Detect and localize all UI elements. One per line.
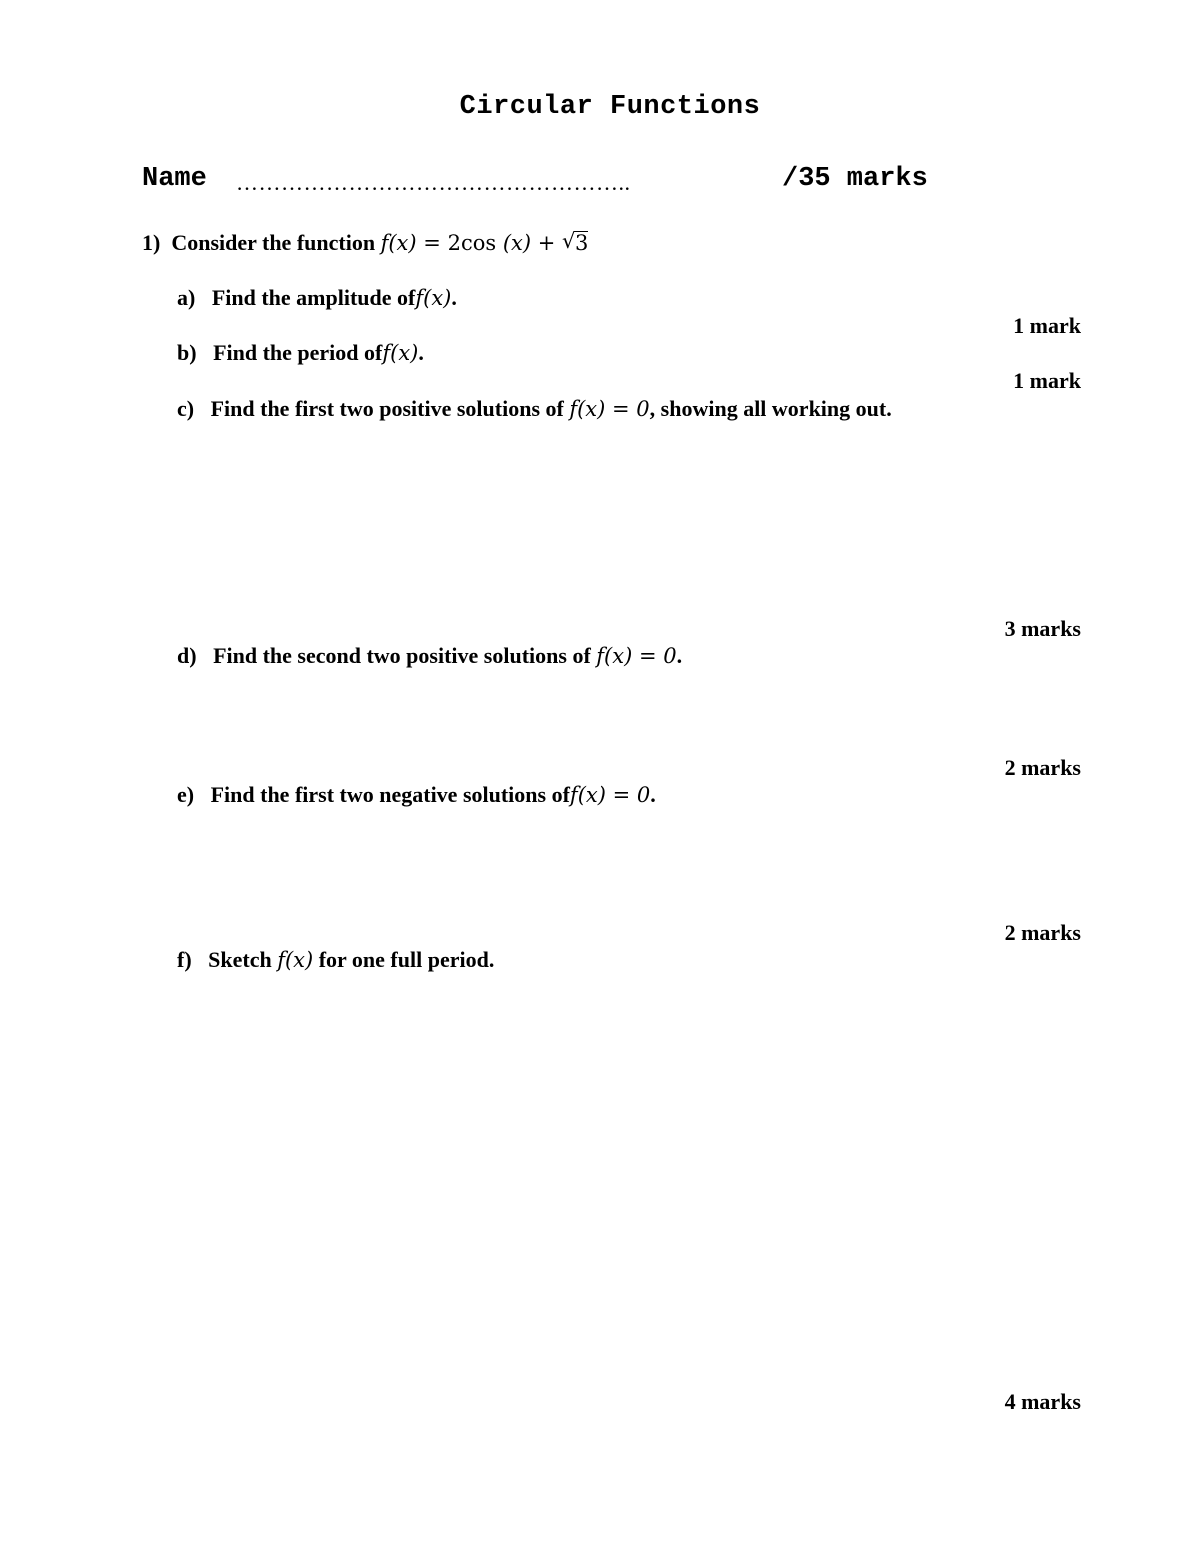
part-text: Find the second two positive solutions of xyxy=(213,643,591,668)
part-text: Find the first two negative solutions of xyxy=(210,782,570,807)
name-label: Name xyxy=(142,164,207,194)
part-math: f(x) = 0 xyxy=(569,783,651,807)
part-text: Find the period of xyxy=(213,340,383,365)
part-f: f) Sketch f(x) for one full period. xyxy=(177,947,495,972)
part-math: f(x) = 0 xyxy=(596,644,677,668)
part-e: e) Find the first two negative solutions off(x) = 0. xyxy=(177,782,656,807)
question-number: 1) xyxy=(142,230,161,255)
marks-a: 1 mark xyxy=(1013,313,1081,338)
question-1 xyxy=(142,230,588,256)
part-label: c) xyxy=(177,396,195,421)
part-math: f(x) xyxy=(277,948,314,972)
part-math: f(x) = 0 xyxy=(569,397,650,421)
part-math: f(x) xyxy=(415,286,452,310)
name-field[interactable]: …………………………………………….. xyxy=(236,170,631,195)
part-math: f(x) xyxy=(382,341,419,365)
part-text: Find the amplitude of xyxy=(211,285,416,310)
part-d: d) Find the second two positive solutions of f(x) = 0. xyxy=(177,643,683,668)
part-label: a) xyxy=(177,285,196,310)
marks-e: 2 marks xyxy=(1004,920,1081,945)
part-label: f) xyxy=(177,947,192,972)
part-b: b) Find the period off(x). xyxy=(177,340,424,365)
sqrt-symbol: √ 3 xyxy=(562,231,588,255)
part-c: c) Find the first two positive solutions of f(x) = 0, showing all working out. xyxy=(177,396,892,421)
total-marks: /35 marks xyxy=(782,164,928,194)
function-expression: f(x) = 2cos (x) + √ 3 xyxy=(381,231,589,255)
part-label: e) xyxy=(177,782,195,807)
part-a: a) Find the amplitude off(x). xyxy=(177,285,457,310)
marks-b: 1 mark xyxy=(1013,368,1081,393)
part-text: Sketch xyxy=(208,947,272,972)
part-label: d) xyxy=(177,643,197,668)
part-text: Find the first two positive solutions of xyxy=(210,396,564,421)
marks-f: 4 marks xyxy=(1004,1389,1081,1414)
marks-d: 2 marks xyxy=(1004,755,1081,780)
page-title: Circular Functions xyxy=(459,92,761,122)
question-stem: Consider the function xyxy=(171,230,376,255)
marks-c: 3 marks xyxy=(1004,616,1081,641)
part-label: b) xyxy=(177,340,197,365)
